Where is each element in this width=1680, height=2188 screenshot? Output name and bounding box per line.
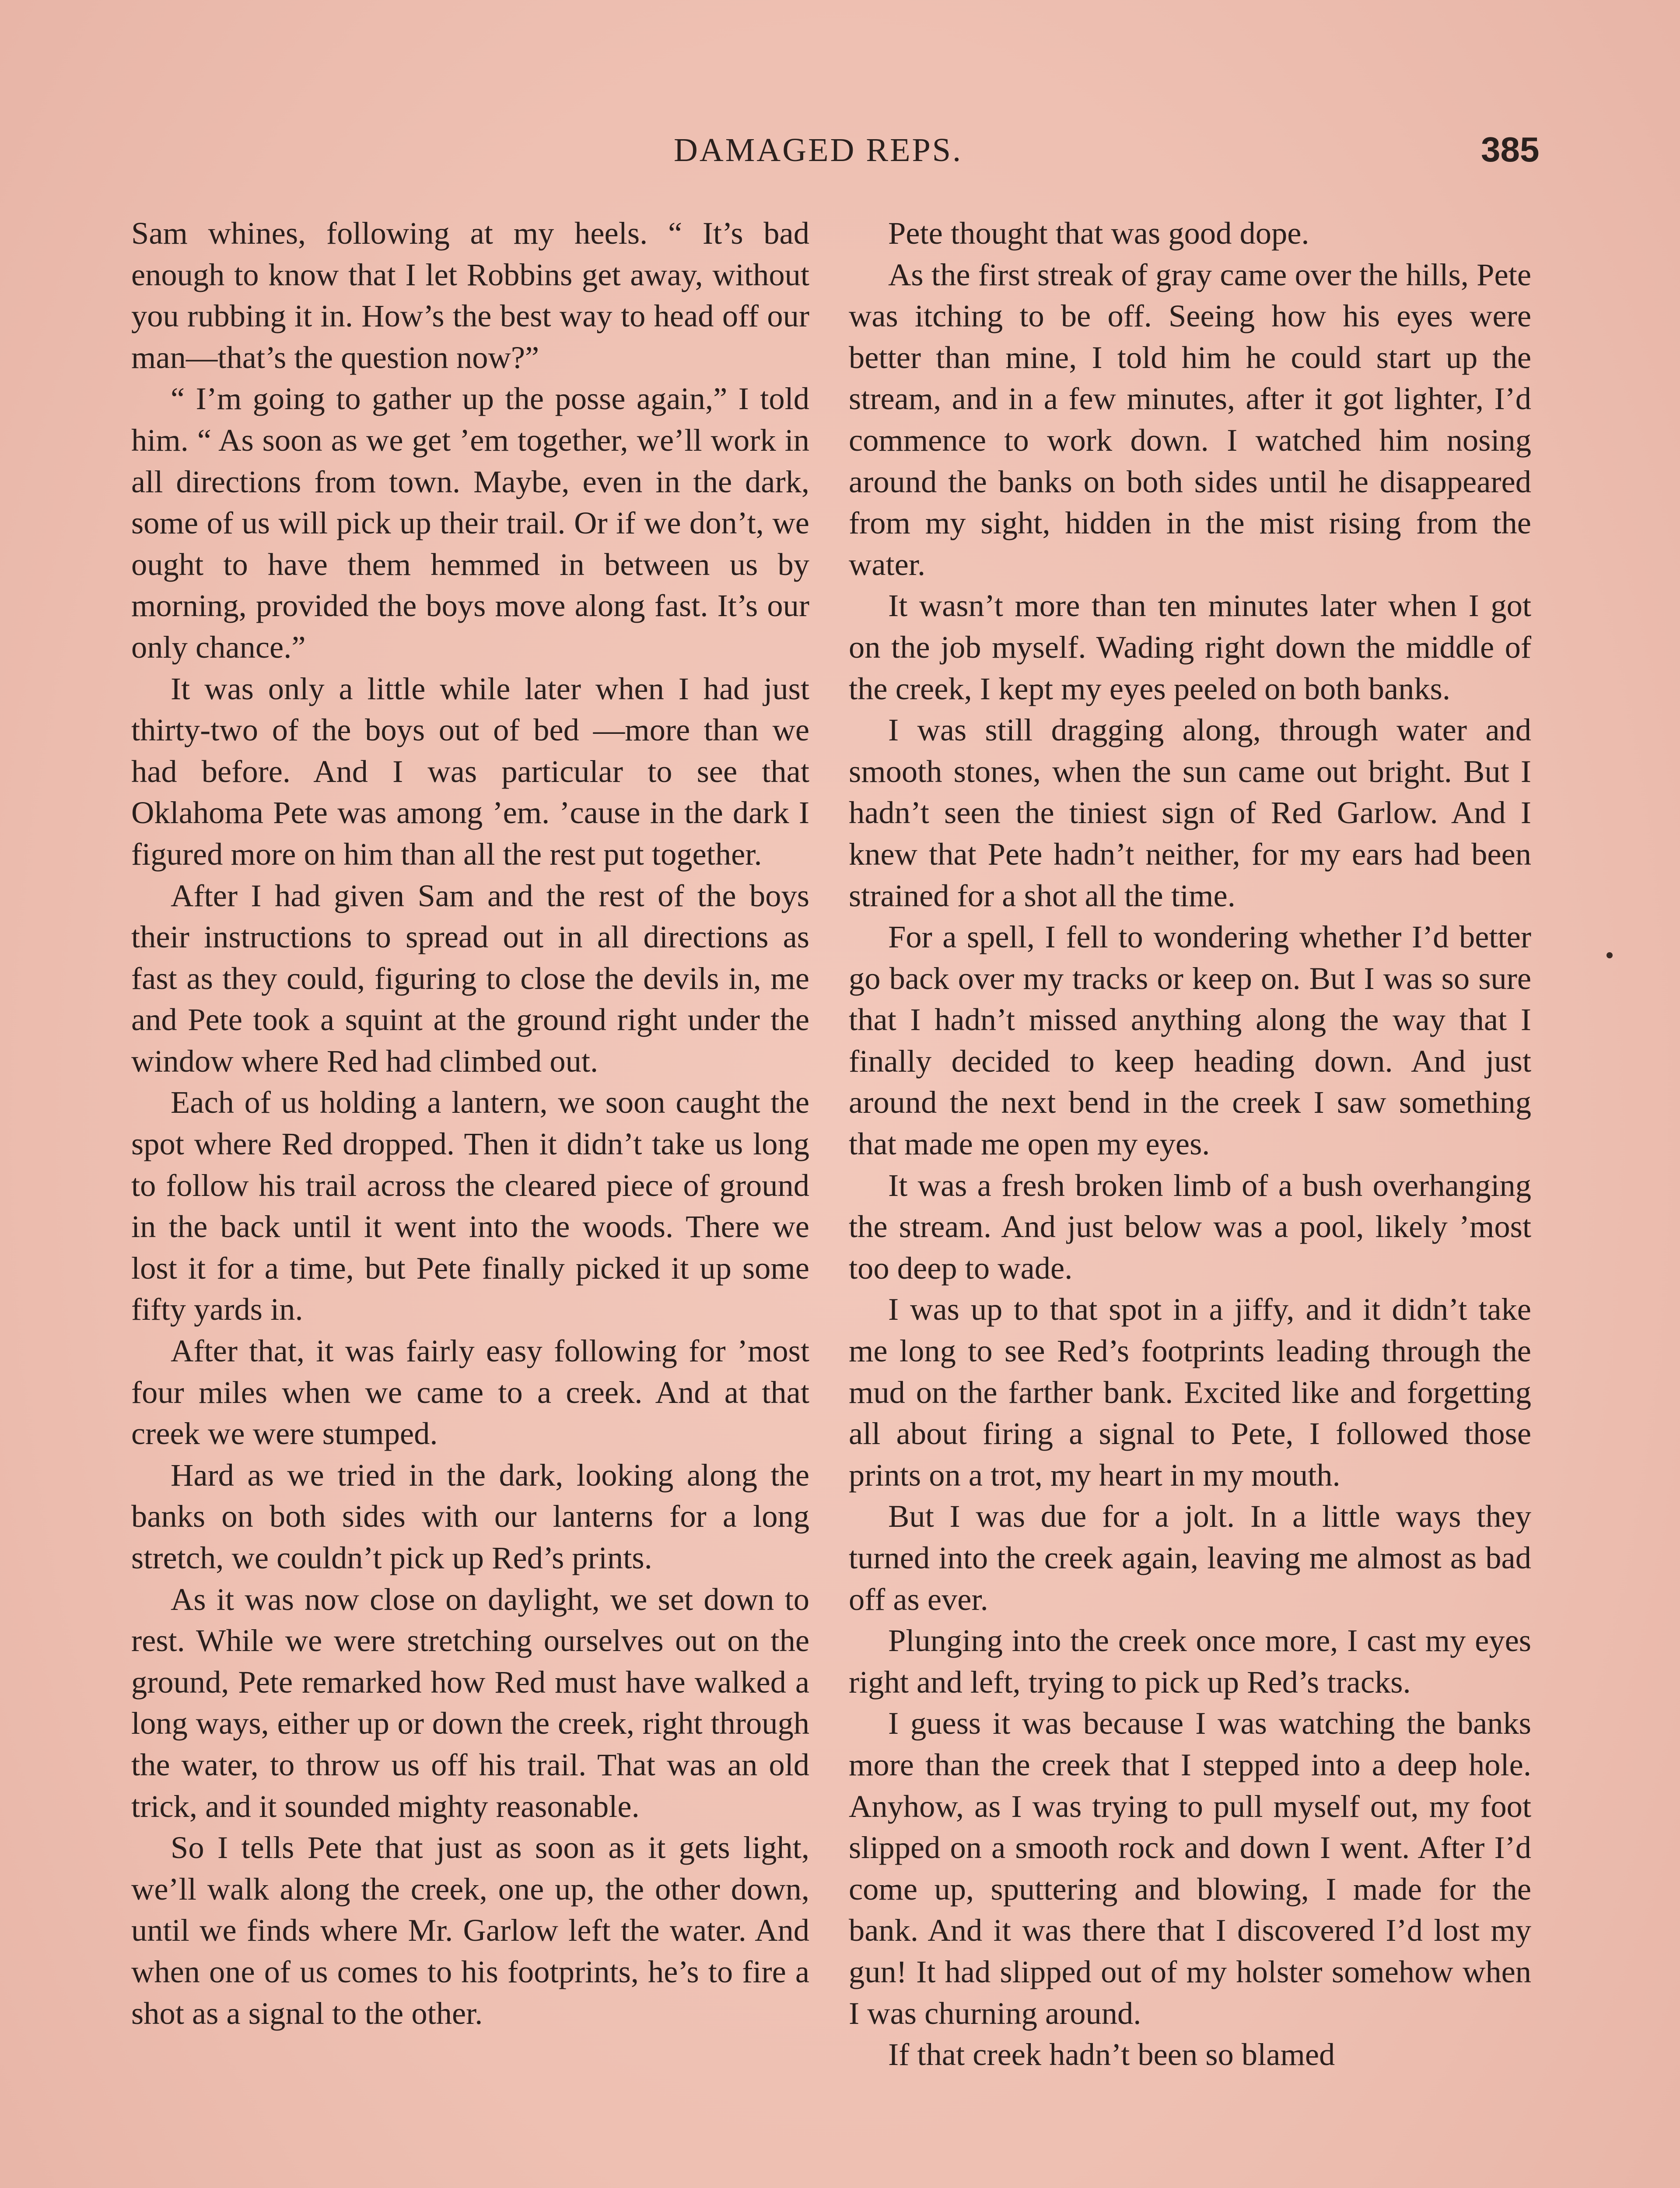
paragraph: After that, it was fairly easy following for ’most four miles when we came to a creek. And at that creek we were stumped. <box>131 1333 809 1452</box>
paragraph: Plunging into the creek once more, I cast my eyes right and left, trying to pick up Red’s tracks. <box>849 1623 1531 1700</box>
paragraph: Each of us holding a lantern, we soon caught the spot where Red dropped. Then it didn’t take us long to follow his trail across the cleared piece of ground in the back until it went into the woods. There we lost it for a time, but Pete finally picked it up some fifty yards in. <box>131 1084 809 1327</box>
paragraph: For a spell, I fell to wondering whether I’d better go back over my tracks or keep on. But I was so sure that I hadn’t missed anything along the way that I finally decided to keep heading down. And just around the next bend in the creek I saw something that made me open my eyes. <box>849 919 1531 1162</box>
paragraph: I guess it was because I was watching the banks more than the creek that I stepped into a deep hole. Anyhow, as I was trying to pull myself out, my foot slipped on a smooth rock and down I went. After I’d come up, sputtering and blowing, I made for the bank. And it was there that I discovered I’d lost my gun! It had slipped out of my holster somehow when I was churning around. <box>849 1705 1531 2031</box>
page-number: 385 <box>1481 130 1540 169</box>
page-header <box>0 131 1680 184</box>
left-column <box>131 213 809 2034</box>
paragraph: After I had given Sam and the rest of the boys their instructions to spread out in all directions as fast as they could, figuring to close the devils in, me and Pete took a squint at the ground right under the window where Red had climbed out. <box>131 877 809 1079</box>
paragraph: I was up to that spot in a jiffy, and it didn’t take me long to see Red’s footprints leading through the mud on the farther bank. Excited like and forgetting all about firing a signal to Pete, I followed those prints on a trot, my heart in my mouth. <box>849 1291 1531 1493</box>
paragraph: Sam whines, following at my heels. “ It’s bad enough to know that I let Robbins get away, without you rubbing it in. How’s the best way to head off our man—that’s the question now?” <box>131 215 809 375</box>
paper-speck <box>1606 952 1613 958</box>
running-title: DAMAGED REPS. <box>674 132 963 168</box>
paragraph: Pete thought that was good dope. <box>888 215 1309 251</box>
paragraph: It wasn’t more than ten minutes later when I got on the job myself. Wading right down the middle of the creek, I kept my eyes peeled on both banks. <box>849 588 1531 706</box>
paragraph: It was only a little while later when I had just thirty-two of the boys out of bed —more than we had before. And I was particular to see that Oklahoma Pete was among ’em. ’cause in the dark I figured more on him than all the rest put together. <box>131 670 809 872</box>
right-column <box>849 213 1531 2076</box>
paragraph: But I was due for a jolt. In a little ways they turned into the creek again, leaving me almost as bad off as ever. <box>849 1498 1531 1617</box>
paragraph: Hard as we tried in the dark, looking along the banks on both sides with our lanterns for a long stretch, we couldn’t pick up Red’s prints. <box>131 1457 809 1575</box>
paragraph: “ I’m going to gather up the posse again,” I told him. “ As soon as we get ’em together, we’ll work in all directions from town. Maybe, even in the dark, some of us will pick up their trail. Or if we don’t, we ought to have them hemmed in between us by morning, provided the boys move along fast. It’s our only chance.” <box>131 381 809 665</box>
paragraph: I was still dragging along, through water and smooth stones, when the sun came out bright. But I hadn’t seen the tiniest sign of Red Garlow. And I knew that Pete hadn’t neither, for my ears had been strained for a shot all the time. <box>849 712 1531 913</box>
paragraph: If that creek hadn’t been so blamed <box>888 2037 1335 2072</box>
paragraph: It was a fresh broken limb of a bush overhanging the stream. And just below was a pool, likely ’most too deep to wade. <box>849 1167 1531 1286</box>
paragraph: As it was now close on daylight, we set down to rest. While we were stretching ourselves out on the ground, Pete remarked how Red must have walked a long ways, either up or down the creek, right through the water, to throw us off his trail. That was an old trick, and it sounded mighty reasonable. <box>131 1581 809 1824</box>
paragraph: As the first streak of gray came over the hills, Pete was itching to be off. Seeing how his eyes were better than mine, I told him he could start up the stream, and in a few minutes, after it got lighter, I’d commence to work down. I watched him nosing around the banks on both sides until he disappeared from my sight, hidden in the mist rising from the water. <box>849 256 1531 582</box>
paragraph: So I tells Pete that just as soon as it gets light, we’ll walk along the creek, one up, the other down, until we finds where Mr. Garlow left the water. And when one of us comes to his footprints, he’s to fire a shot as a signal to the other. <box>131 1830 809 2031</box>
